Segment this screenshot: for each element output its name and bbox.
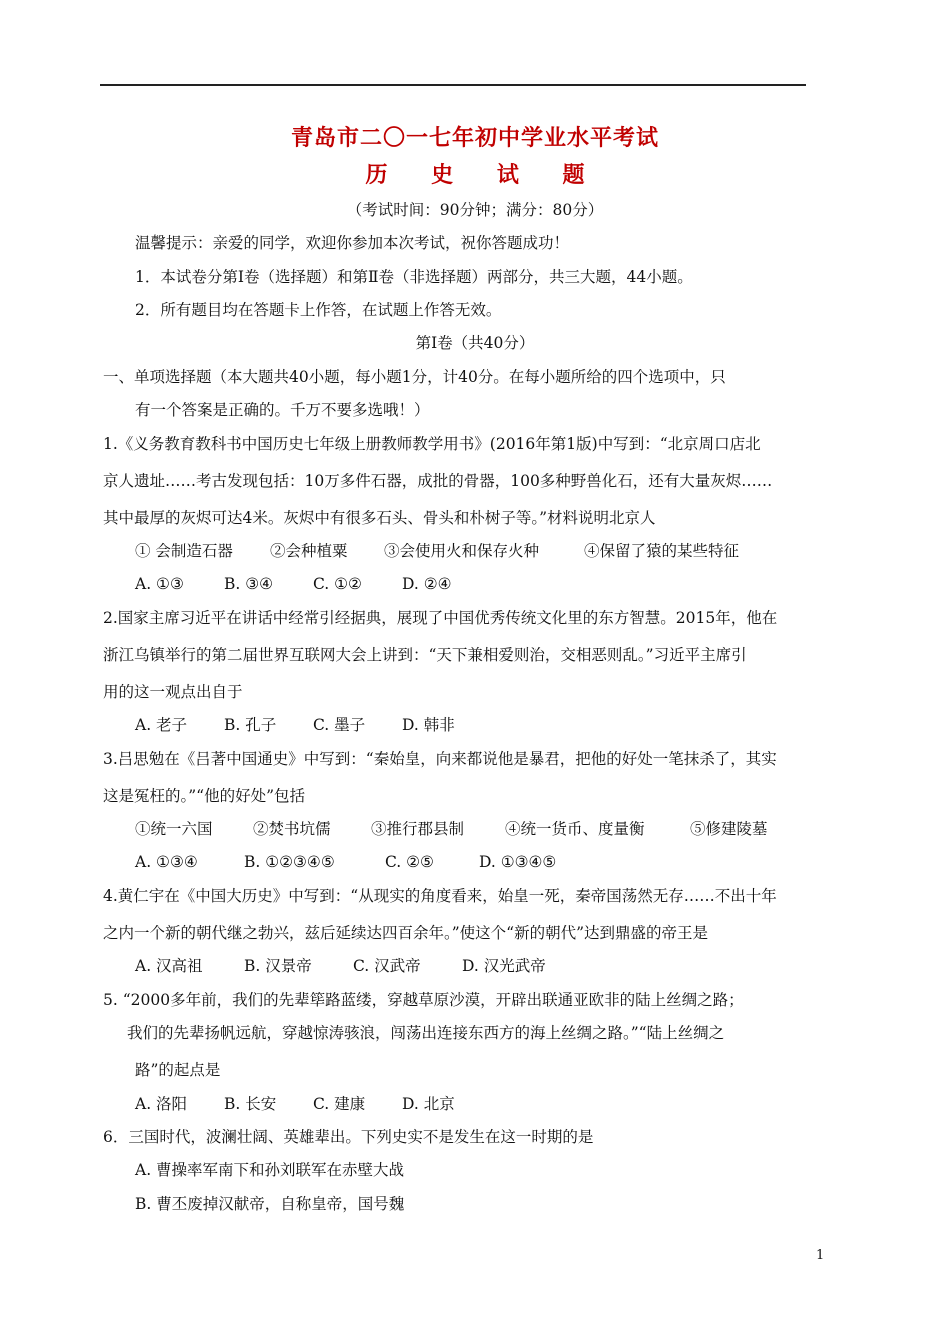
q1-options — [135, 574, 452, 594]
q4-option-d: D. 汉光武帝 — [462, 957, 546, 975]
q5-options — [135, 1094, 455, 1114]
q5-option-a: A. 洛阳 — [135, 1095, 188, 1113]
q4-option-a: A. 汉高祖 — [135, 957, 203, 975]
q6-option-a: A. 曹操率军南下和孙刘联军在赤壁大战 — [135, 1161, 405, 1179]
q1-line3: 其中最厚的灰烬可达4米。灰烬中有很多石头、骨头和朴树子等。”材料说明北京人 — [103, 509, 656, 527]
q4-line2: 之内一个新的朝代继之勃兴，兹后延续达四百余年。”使这个“新的朝代”达到鼎盛的帝王是 — [103, 924, 709, 942]
q2-line1: 2.国家主席习近平在讲话中经常引经据典，展现了中国优秀传统文化里的东方智慧。2015年，他在 — [103, 609, 778, 627]
q3-item-1: ①统一六国 — [135, 820, 213, 838]
instruction-1: 1．本试卷分第Ⅰ卷（选择题）和第Ⅱ卷（非选择题）两部分，共三大题，44小题。 — [135, 268, 693, 286]
q2-option-a: A. 老子 — [135, 716, 188, 734]
q3-option-d: D. ①③④⑤ — [479, 853, 557, 871]
exam-info: （考试时间：90分钟；满分：80分） — [346, 201, 604, 219]
instruction-2: 2．所有题目均在答题卡上作答，在试题上作答无效。 — [135, 301, 502, 319]
q3-option-c: C. ②⑤ — [385, 853, 434, 871]
q2-option-b: B. 孔子 — [224, 716, 277, 734]
q3-item-4: ④统一货币、度量衡 — [505, 820, 645, 838]
part1-heading: 第Ⅰ卷（共40分） — [415, 334, 535, 352]
q1-option-a: A. ①③ — [135, 575, 184, 593]
q5-option-c: C. 建康 — [313, 1095, 366, 1113]
q1-item-4: ④保留了猿的某些特征 — [584, 542, 740, 560]
q1-line2: 京人遗址……考古发现包括：10万多件石器，成批的骨器，100多种野兽化石，还有大量灰烬…… — [103, 472, 773, 490]
q5-line2: 我们的先辈扬帆远航，穿越惊涛骇浪，闯荡出连接东西方的海上丝绸之路。”“陆上丝绸之 — [127, 1024, 725, 1042]
q3-options — [135, 852, 556, 872]
q1-item-2: ②会种植粟 — [270, 542, 348, 560]
top-rule — [100, 84, 806, 86]
exam-title: 青岛市二〇一七年初中学业水平考试 — [290, 125, 659, 151]
section-instruction-line2: 有一个答案是正确的。千万不要多选哦！） — [135, 401, 430, 419]
q3-option-a: A. ①③④ — [135, 853, 198, 871]
q3-item-2: ②焚书坑儒 — [253, 820, 331, 838]
q1-items — [135, 541, 739, 561]
q4-options — [135, 956, 546, 976]
q3-option-b: B. ①②③④⑤ — [244, 853, 335, 871]
q5-option-b: B. 长安 — [224, 1095, 277, 1113]
q4-line1: 4.黄仁宇在《中国大历史》中写到：“从现实的角度看来，始皇一死，秦帝国荡然无存……不出十年 — [103, 887, 777, 905]
exam-subtitle: 历 史 试 题 — [365, 162, 603, 188]
q1-item-1: ① 会制造石器 — [135, 542, 233, 560]
q3-line1: 3.吕思勉在《吕著中国通史》中写到：“秦始皇，向来都说他是暴君，把他的好处一笔抹杀了，其实 — [103, 750, 777, 768]
q4-option-b: B. 汉景帝 — [244, 957, 312, 975]
q3-line2: 这是冤枉的。”“他的好处”包括 — [103, 787, 306, 805]
q5-line3: 路”的起点是 — [135, 1061, 221, 1079]
q5-line1: 5. “2000多年前，我们的先辈筚路蓝缕，穿越草原沙漠，开辟出联通亚欧非的陆上丝绸之路； — [103, 991, 744, 1009]
q3-items — [135, 819, 768, 839]
q3-item-5: ⑤修建陵墓 — [690, 820, 768, 838]
q2-options — [135, 715, 455, 735]
q2-option-d: D. 韩非 — [402, 716, 455, 734]
q1-item-3: ③会使用火和保存火种 — [384, 542, 540, 560]
q2-line2: 浙江乌镇举行的第二届世界互联网大会上讲到：“天下兼相爱则治，交相恶则乱。”习近平主席引 — [103, 646, 747, 664]
q1-option-b: B. ③④ — [224, 575, 274, 593]
q2-line3: 用的这一观点出自于 — [103, 683, 243, 701]
section-instruction-line1: 一、单项选择题（本大题共40小题，每小题1分，计40分。在每小题所给的四个选项中，只 — [103, 368, 726, 386]
greeting-note: 温馨提示：亲爱的同学，欢迎你参加本次考试，祝你答题成功！ — [135, 234, 570, 252]
q1-option-c: C. ①② — [313, 575, 362, 593]
q2-option-c: C. 墨子 — [313, 716, 366, 734]
q6-option-b: B. 曹丕废掉汉献帝，自称皇帝，国号魏 — [135, 1195, 405, 1213]
q3-item-3: ③推行郡县制 — [371, 820, 465, 838]
q4-option-c: C. 汉武帝 — [353, 957, 421, 975]
q1-line1: 1.《义务教育教科书中国历史七年级上册教师教学用书》(2016年第1版)中写到：“北京周口店北 — [103, 435, 761, 453]
q1-option-d: D. ②④ — [402, 575, 452, 593]
q5-option-d: D. 北京 — [402, 1095, 455, 1113]
q6-line1: 6．三国时代，波澜壮阔、英雄辈出。下列史实不是发生在这一时期的是 — [103, 1128, 594, 1146]
page-number: 1 — [816, 1248, 825, 1263]
